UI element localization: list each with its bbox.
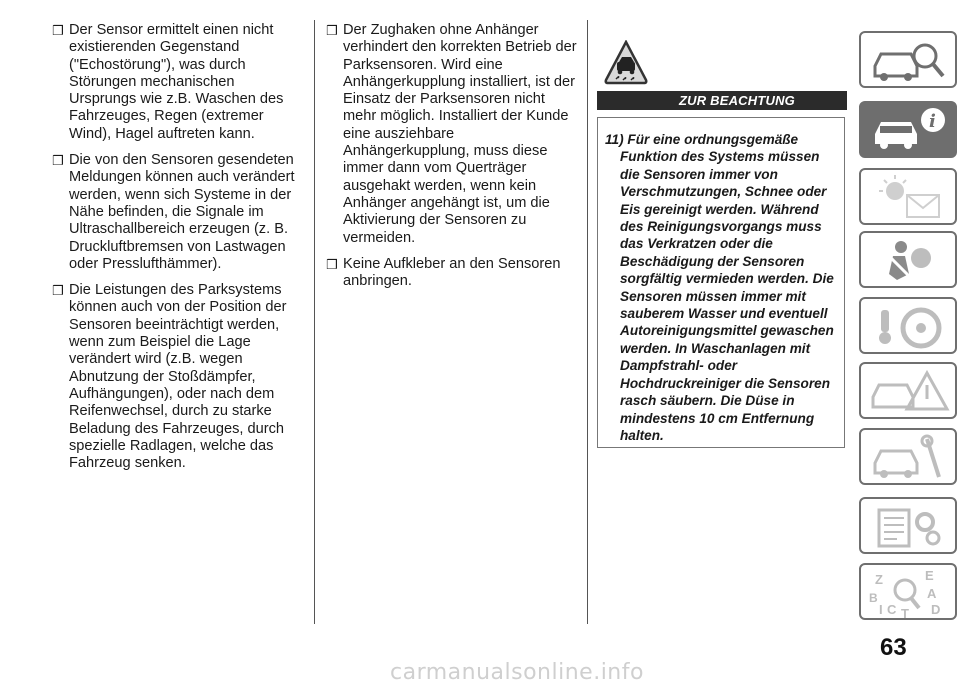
tab-safety[interactable] [859, 231, 957, 288]
checkbox-bullet-icon: ❒ [52, 153, 64, 169]
svg-text:Z: Z [875, 572, 883, 587]
car-info-icon [867, 106, 953, 156]
checkbox-bullet-icon: ❒ [52, 23, 64, 38]
checkbox-bullet-icon: ❒ [326, 256, 338, 272]
list-item: ❒ Keine Aufkleber an den Sensoren anbringen. [326, 255, 561, 290]
warning-text [605, 131, 841, 444]
tab-car-search[interactable] [859, 31, 957, 88]
list-item: ❒ Der Zughaken ohne Anhänger verhindert den korrekten Betrieb der Parksensoren. Wird eine Anhängerkupplung installiert, ist der Einsatz der Parksensoren nicht mehr möglich. Installiert der Kunde eine ausziehbare Anhängerkupplung, muss diese immer dann vom Querträger ausgehakt werden, wenn kein Anhänger angehängt ist, um die Aktivierung der Sensoren zu vermeiden. [326, 22, 577, 246]
warning-body: Für eine ordnungsgemäße Funktion des Systems müssen die Sensoren immer von Verschmutzungen, Schnee oder Eis gereinigt werden. Während des Reinigungsvorgangs muss das Verkratzen oder die Beschädigung der Sensoren sorgfältig vermieden werden. Die Sensoren müssen immer mit sauberem Wasser und eventuell Autoreinigungsmittel gewaschen werden. In Waschanlagen mit Dampfstrahl- oder Hochdruckreiniger die Sensoren rasch säubern. Die Düse in mindestens 10 cm Entfernung halten. [620, 132, 834, 443]
svg-text:i: i [929, 111, 936, 132]
column-divider [587, 20, 588, 624]
page-number: 63 [880, 634, 907, 661]
checkbox-bullet-icon: ❒ [326, 23, 338, 38]
tab-starting-driving[interactable] [859, 297, 957, 354]
tab-warning-lights[interactable] [859, 168, 957, 225]
technical-data-icon [867, 502, 953, 552]
key-steering-wheel-icon [867, 302, 953, 352]
list-item: ❒ Der Sensor ermittelt einen nicht existierenden Gegenstand ("Echostörung"), was durch Störungen mechanischen Ursprungs wie z.B. Waschen des Fahrzeuges, Regen (extremer Wind), Hagel auftreten kann. [52, 22, 284, 142]
emergency-triangle-car-icon [867, 367, 953, 417]
alphabetical-index-icon [867, 568, 953, 618]
warning-light-message-icon [867, 173, 953, 223]
column-middle [326, 22, 581, 299]
airbag-seat-icon [867, 236, 953, 286]
warning-number: 11) [605, 132, 624, 147]
car-search-icon [867, 36, 953, 86]
tab-emergency[interactable] [859, 362, 957, 419]
warning-header: ZUR BEACHTUNG [597, 91, 847, 110]
svg-text:T: T [901, 606, 909, 618]
tab-car-info[interactable] [859, 101, 957, 158]
svg-text:I: I [879, 602, 883, 617]
column-divider [314, 20, 315, 624]
list-item: ❒ Die von den Sensoren gesendeten Meldungen können auch verändert werden, wenn sich Systeme in der Nähe befinden, die Signale im Ultraschallbereich erzeugen (z. B. Druckluftbremsen von Lastwagen oder Presslufthämmer). [52, 152, 295, 272]
checkbox-bullet-icon: ❒ [52, 283, 64, 299]
svg-text:B: B [869, 591, 878, 605]
car-maintenance-icon [867, 433, 953, 483]
svg-text:D: D [931, 602, 941, 617]
list-item: ❒ Die Leistungen des Parksystems können auch von der Position der Sensoren beeinträchtigt werden, wenn zum Beispiel die Lage verändert wird (z.B. wegen Abnutzung der Stoßdämpfer, Aufhängungen), oder nach dem Reifenwechsel, durch zu starke Beladung des Fahrzeuges, durch spezielle Radlagen, welche das Fahrzeug senken. [52, 282, 287, 472]
column-left [52, 22, 302, 481]
tab-technical-data[interactable] [859, 497, 957, 554]
tab-index[interactable] [859, 563, 957, 620]
svg-text:C: C [887, 602, 897, 617]
svg-text:E: E [925, 568, 934, 583]
watermark: carmanualsonline.info [390, 660, 644, 685]
svg-text:A: A [927, 586, 937, 601]
tab-maintenance[interactable] [859, 428, 957, 485]
slippery-road-warning-icon [604, 40, 648, 86]
